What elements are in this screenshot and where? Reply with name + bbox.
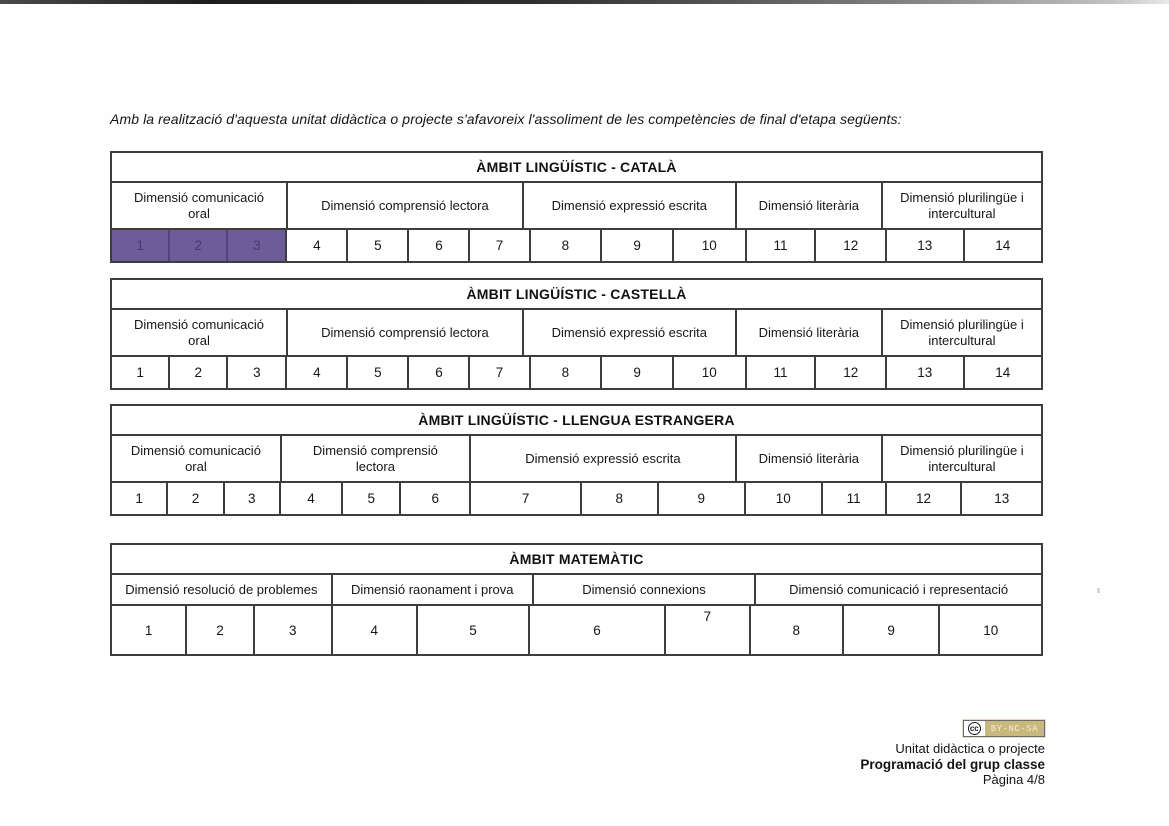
competency-number-cell: 9 bbox=[600, 357, 672, 388]
cc-license-badge bbox=[963, 720, 1045, 737]
table-ambit-matematic bbox=[110, 543, 1043, 656]
competency-number-cell: 12 bbox=[814, 357, 885, 388]
table-title: ÀMBIT LINGÜÍSTIC - CATALÀ bbox=[112, 153, 1041, 183]
cc-license-type: BY-NC-SA bbox=[985, 721, 1044, 736]
competency-number-cell: 4 bbox=[331, 606, 416, 654]
competency-number-cell: 7 bbox=[664, 606, 749, 654]
table-header-row bbox=[112, 183, 1041, 230]
competency-number-cell: 9 bbox=[657, 483, 744, 514]
dimension-header: Dimensió connexions bbox=[532, 575, 755, 604]
competency-number-cell: 11 bbox=[821, 483, 885, 514]
dimension-header: Dimensió comunicació oral bbox=[130, 442, 261, 474]
competency-number-cell: 3 bbox=[253, 606, 331, 654]
competency-number-cell: 4 bbox=[285, 357, 346, 388]
scan-edge-artifact bbox=[0, 0, 1169, 4]
competency-number-cell: 9 bbox=[842, 606, 939, 654]
dimension-header: Dimensió resolució de problemes bbox=[125, 581, 318, 597]
dimension-header: Dimensió expressió escrita bbox=[522, 183, 735, 228]
dimension-header: Dimensió comprensió lectora bbox=[280, 436, 469, 481]
competency-number-cell: 7 bbox=[468, 357, 528, 388]
competency-number-cell: 5 bbox=[341, 483, 399, 514]
competency-number-cell: 5 bbox=[416, 606, 528, 654]
competency-number-cell: 10 bbox=[672, 357, 745, 388]
competency-number-cell: 6 bbox=[528, 606, 664, 654]
competency-number-cell: 4 bbox=[279, 483, 341, 514]
table-ambit-linguistic-catala bbox=[110, 151, 1043, 263]
dimension-header: Dimensió raonament i prova bbox=[331, 575, 532, 604]
table-header-row bbox=[112, 575, 1041, 606]
competency-number-cell: 2 bbox=[166, 483, 222, 514]
table-title: ÀMBIT LINGÜÍSTIC - CASTELLÀ bbox=[112, 280, 1041, 310]
competency-number-cell: 1 bbox=[136, 365, 144, 380]
dimension-header: Dimensió comunicació i representació bbox=[754, 575, 1041, 604]
competency-number-cell: 11 bbox=[745, 230, 815, 261]
table-number-row bbox=[112, 357, 1041, 388]
competency-number-cell: 11 bbox=[745, 357, 815, 388]
competency-number-cell: 4 bbox=[285, 230, 346, 261]
table-header-row bbox=[112, 436, 1041, 483]
table-number-row bbox=[112, 606, 1041, 654]
dimension-header: Dimensió comunicació oral bbox=[133, 189, 265, 221]
competency-number-cell: 7 bbox=[468, 230, 528, 261]
table-ambit-linguistic-llengua-estrangera bbox=[110, 404, 1043, 516]
competency-number-cell: 7 bbox=[469, 483, 580, 514]
competency-number-cell: 8 bbox=[529, 357, 601, 388]
table-number-row bbox=[112, 483, 1041, 514]
competency-number-cell: 1 bbox=[135, 491, 143, 506]
table-title: ÀMBIT LINGÜÍSTIC - LLENGUA ESTRANGERA bbox=[112, 406, 1041, 436]
competency-number-cell: 5 bbox=[346, 230, 407, 261]
cc-icon: cc bbox=[964, 721, 985, 736]
competency-number-cell: 9 bbox=[600, 230, 672, 261]
competency-number-cell: 10 bbox=[744, 483, 821, 514]
competency-number-cell: 12 bbox=[814, 230, 885, 261]
competency-number-cell: 8 bbox=[529, 230, 601, 261]
page-footer bbox=[860, 720, 1045, 788]
competency-number-cell: 2 bbox=[185, 606, 252, 654]
competency-number-cell: 13 bbox=[960, 483, 1041, 514]
competency-number-cell: 1 bbox=[112, 230, 168, 261]
dimension-header: Dimensió literària bbox=[735, 436, 881, 481]
competency-number-cell: 8 bbox=[580, 483, 657, 514]
dimension-header: Dimensió comprensió lectora bbox=[286, 183, 522, 228]
competency-number-cell: 3 bbox=[226, 357, 285, 388]
competency-number-cell: 14 bbox=[963, 230, 1041, 261]
competency-number-cell: 2 bbox=[168, 357, 226, 388]
competency-number-cell: 2 bbox=[168, 230, 226, 261]
dimension-header: Dimensió plurilingüe i intercultural bbox=[881, 310, 1041, 355]
dimension-header: Dimensió expressió escrita bbox=[469, 436, 735, 481]
competency-number-cell: 8 bbox=[749, 606, 842, 654]
footer-doc-title: Programació del grup classe bbox=[860, 756, 1045, 772]
scan-speck-artifact bbox=[1097, 588, 1100, 593]
competency-number-cell: 13 bbox=[885, 357, 962, 388]
dimension-header: Dimensió comunicació oral bbox=[133, 316, 265, 348]
competency-number-cell: 6 bbox=[407, 357, 468, 388]
dimension-header: Dimensió literària bbox=[735, 183, 881, 228]
competency-number-cell: 10 bbox=[938, 606, 1041, 654]
intro-text: Amb la realització d'aquesta unitat didàctica o projecte s'afavoreix l'assoliment de les competències de final d'etapa següents: bbox=[110, 111, 902, 127]
competency-number-cell: 6 bbox=[407, 230, 468, 261]
table-ambit-linguistic-castella bbox=[110, 278, 1043, 390]
competency-number-cell: 3 bbox=[223, 483, 279, 514]
competency-number-cell: 6 bbox=[399, 483, 469, 514]
competency-number-cell: 1 bbox=[144, 622, 153, 638]
dimension-header: Dimensió plurilingüe i intercultural bbox=[881, 183, 1041, 228]
competency-number-cell: 10 bbox=[672, 230, 745, 261]
footer-doc-type: Unitat didàctica o projecte bbox=[895, 741, 1045, 756]
table-header-row bbox=[112, 310, 1041, 357]
dimension-header: Dimensió expressió escrita bbox=[522, 310, 735, 355]
table-number-row bbox=[112, 230, 1041, 261]
dimension-header: Dimensió plurilingüe i intercultural bbox=[881, 436, 1041, 481]
dimension-header: Dimensió literària bbox=[735, 310, 881, 355]
dimension-header: Dimensió comprensió lectora bbox=[286, 310, 522, 355]
table-title: ÀMBIT MATEMÀTIC bbox=[112, 545, 1041, 575]
footer-page-number: Pàgina 4/8 bbox=[982, 772, 1045, 787]
competency-number-cell: 5 bbox=[346, 357, 407, 388]
competency-number-cell: 3 bbox=[226, 230, 285, 261]
competency-number-cell: 14 bbox=[963, 357, 1041, 388]
competency-number-cell: 12 bbox=[885, 483, 961, 514]
competency-number-cell: 13 bbox=[885, 230, 962, 261]
